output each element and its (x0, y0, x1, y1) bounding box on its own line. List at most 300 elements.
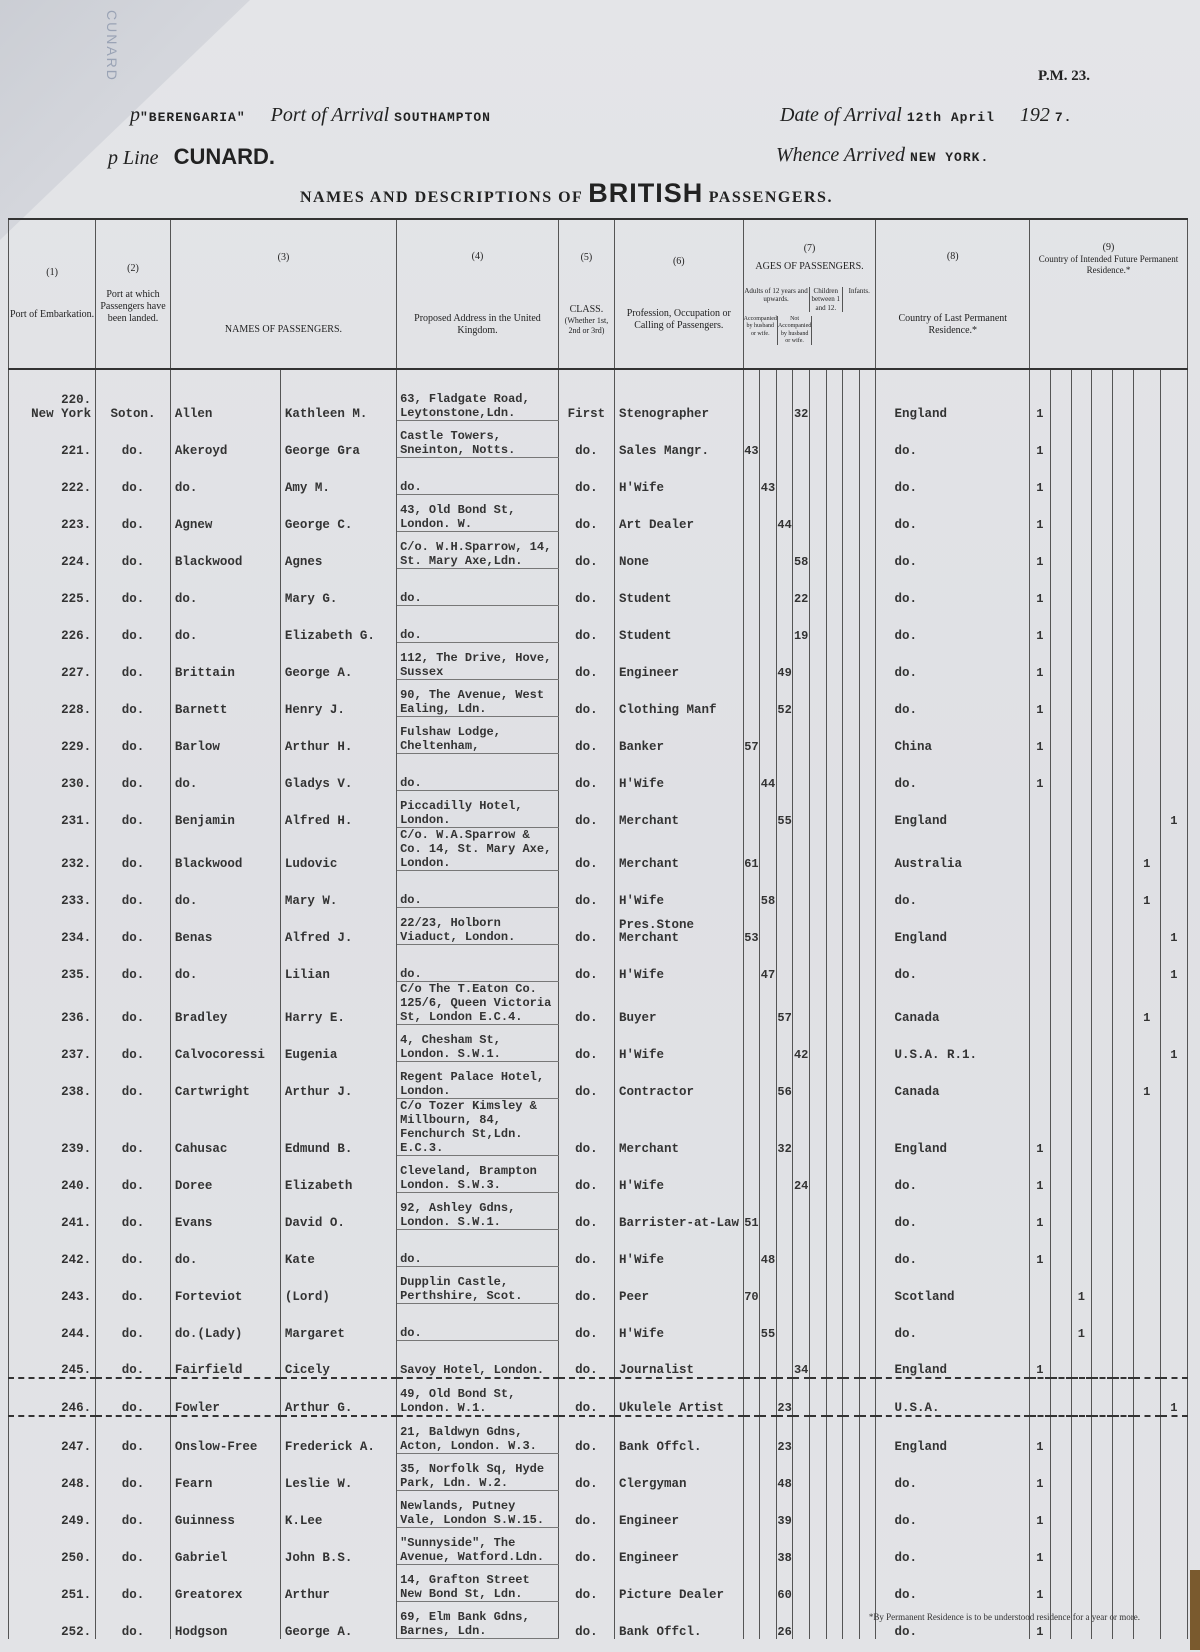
age-cell (843, 1267, 860, 1304)
age-cell (859, 1193, 876, 1230)
dest-cell (1050, 606, 1071, 643)
row-occupation: Clothing Manf (614, 680, 743, 717)
age-cell (826, 1378, 843, 1416)
age-cell (776, 828, 793, 871)
age-cell (826, 1062, 843, 1099)
age-cell (826, 1267, 843, 1304)
row-occupation: Student (614, 569, 743, 606)
dest-cell (1071, 1528, 1092, 1565)
row-age: 49 (776, 643, 793, 680)
row-port-cell (9, 1156, 96, 1193)
row-address: 22/23, Holborn Viaduct, London. (397, 908, 559, 945)
row-address: do. (397, 1304, 559, 1341)
row-occupation: H'Wife (614, 1156, 743, 1193)
row-address: 112, The Drive, Hove, Sussex (397, 643, 559, 680)
row-given-name: Frederick A. (280, 1416, 396, 1454)
row-future-residence: 1 (1030, 1491, 1051, 1528)
row-age: 44 (760, 754, 777, 791)
dest-cell (1133, 1528, 1160, 1565)
row-class: do. (558, 1230, 614, 1267)
row-occupation: Sales Mangr. (614, 421, 743, 458)
age-cell (843, 1156, 860, 1193)
row-class: do. (558, 569, 614, 606)
row-address: 43, Old Bond St, London. W. (397, 495, 559, 532)
age-cell (776, 754, 793, 791)
row-address: Savoy Hotel, London. (397, 1341, 559, 1379)
age-cell (809, 1491, 826, 1528)
age-cell (826, 1454, 843, 1491)
row-future-residence: 1 (1160, 791, 1187, 828)
row-number: 252. (61, 1624, 92, 1639)
row-last-residence: do. (876, 1304, 1030, 1341)
age-cell (826, 1341, 843, 1379)
dest-cell (1160, 1341, 1187, 1379)
table-row (9, 871, 1188, 908)
dest-cell (1050, 1025, 1071, 1062)
row-given-name: Arthur J. (280, 1062, 396, 1099)
row-age: 51 (743, 1193, 760, 1230)
row-landed: do. (96, 754, 171, 791)
dest-cell (1160, 643, 1187, 680)
age-cell (776, 945, 793, 982)
row-given-name: Leslie W. (280, 1454, 396, 1491)
row-age: 56 (776, 1062, 793, 1099)
age-cell (793, 871, 810, 908)
age-cell (843, 1099, 860, 1156)
row-port-cell (9, 1025, 96, 1062)
age-cell (793, 717, 810, 754)
row-surname: Agnew (170, 495, 280, 532)
shipping-line (108, 144, 275, 170)
age-cell (843, 982, 860, 1025)
row-last-residence: England (876, 1341, 1030, 1379)
row-address: C/o Tozer Kimsley & Millbourn, 84, Fenchurch St,Ldn. E.C.3. (397, 1099, 559, 1156)
age-cell (843, 369, 860, 421)
row-landed: do. (96, 1156, 171, 1193)
dest-cell (1050, 1156, 1071, 1193)
row-occupation: Merchant (614, 791, 743, 828)
row-last-residence: do. (876, 458, 1030, 495)
age-cell (793, 680, 810, 717)
age-cell (859, 495, 876, 532)
age-cell (843, 1602, 860, 1639)
age-cell (793, 1565, 810, 1602)
row-future-residence: 1 (1030, 495, 1051, 532)
whence-line (776, 144, 989, 167)
age-cell (776, 1025, 793, 1062)
age-cell (743, 1416, 760, 1454)
row-surname: Benas (170, 908, 280, 945)
dest-cell (1092, 1267, 1113, 1304)
row-address: 14, Grafton Street New Bond St, Ldn. (397, 1565, 559, 1602)
row-address: do. (397, 871, 559, 908)
row-age: 58 (760, 871, 777, 908)
age-cell (743, 495, 760, 532)
age-cell (809, 1156, 826, 1193)
row-class: do. (558, 1528, 614, 1565)
row-age: 57 (743, 717, 760, 754)
row-occupation: Engineer (614, 1491, 743, 1528)
row-occupation: Picture Dealer (614, 1565, 743, 1602)
dest-cell (1133, 532, 1160, 569)
row-port-cell (9, 1099, 96, 1156)
dest-cell (1071, 1193, 1092, 1230)
table-header (9, 219, 1188, 369)
row-age: 61 (743, 828, 760, 871)
row-surname: Hodgson (170, 1602, 280, 1639)
row-surname: Gabriel (170, 1528, 280, 1565)
age-cell (843, 458, 860, 495)
row-future-residence: 1 (1133, 871, 1160, 908)
dest-cell (1071, 1378, 1092, 1416)
row-occupation: Student (614, 606, 743, 643)
dest-cell (1071, 458, 1092, 495)
row-given-name: Arthur G. (280, 1378, 396, 1416)
age-cell (760, 1454, 777, 1491)
row-occupation: H'Wife (614, 1025, 743, 1062)
table-row (9, 495, 1188, 532)
age-cell (843, 791, 860, 828)
line-value: CUNARD. (173, 144, 276, 169)
age-cell (809, 1416, 826, 1454)
whence-value: NEW YORK. (910, 150, 990, 165)
table-row (9, 680, 1188, 717)
dest-cell (1092, 1491, 1113, 1528)
whence-label: Whence Arrived (776, 144, 906, 166)
row-class: do. (558, 1156, 614, 1193)
table-row (9, 1025, 1188, 1062)
age-cell (793, 1378, 810, 1416)
row-address: do. (397, 606, 559, 643)
age-cell (859, 754, 876, 791)
age-cell (793, 1099, 810, 1156)
dest-cell (1092, 1528, 1113, 1565)
row-future-residence: 1 (1133, 1062, 1160, 1099)
row-number: 231. (61, 813, 92, 828)
dest-cell (1113, 1025, 1134, 1062)
dest-cell (1160, 1416, 1187, 1454)
col-landed: (2) Port at which Passengers have been landed. (96, 219, 171, 369)
age-cell (843, 754, 860, 791)
row-surname: Blackwood (170, 828, 280, 871)
dest-cell (1133, 754, 1160, 791)
col-future-residence: (9) Country of Intended Future Permanent Residence.* (1030, 219, 1188, 369)
dest-cell (1092, 1099, 1113, 1156)
row-last-residence: do. (876, 421, 1030, 458)
row-last-residence: do. (876, 1491, 1030, 1528)
row-future-residence: 1 (1160, 908, 1187, 945)
row-class: do. (558, 421, 614, 458)
row-age: 55 (776, 791, 793, 828)
row-number: 222. (61, 480, 92, 495)
row-given-name: Henry J. (280, 680, 396, 717)
row-class: do. (558, 1454, 614, 1491)
age-cell (859, 1454, 876, 1491)
row-future-residence: 1 (1030, 717, 1051, 754)
dest-cell (1113, 1156, 1134, 1193)
row-class: do. (558, 606, 614, 643)
dest-cell (1133, 421, 1160, 458)
row-occupation: Merchant (614, 828, 743, 871)
dest-cell (1050, 458, 1071, 495)
age-cell (826, 569, 843, 606)
age-cell (760, 680, 777, 717)
age-cell (743, 369, 760, 421)
row-surname: Benjamin (170, 791, 280, 828)
dest-cell (1113, 495, 1134, 532)
age-cell (760, 1491, 777, 1528)
age-cell (743, 458, 760, 495)
dest-cell (1160, 1062, 1187, 1099)
age-cell (760, 1416, 777, 1454)
row-last-residence: England (876, 791, 1030, 828)
row-occupation: Engineer (614, 643, 743, 680)
dest-cell (1092, 1304, 1113, 1341)
age-cell (843, 871, 860, 908)
dest-cell (1050, 754, 1071, 791)
row-surname: Greatorex (170, 1565, 280, 1602)
row-occupation: H'Wife (614, 458, 743, 495)
row-last-residence: U.S.A. R.1. (876, 1025, 1030, 1062)
row-surname: Doree (170, 1156, 280, 1193)
dest-cell (1133, 1156, 1160, 1193)
row-age: 53 (743, 908, 760, 945)
dest-cell (1113, 871, 1134, 908)
dest-cell (1113, 606, 1134, 643)
age-cell (826, 680, 843, 717)
row-future-residence: 1 (1030, 606, 1051, 643)
age-cell (859, 532, 876, 569)
age-cell (826, 1528, 843, 1565)
row-future-residence: 1 (1030, 458, 1051, 495)
dest-cell (1030, 1304, 1051, 1341)
row-number: 247. (61, 1439, 92, 1454)
row-age: 23 (776, 1416, 793, 1454)
row-landed: do. (96, 1193, 171, 1230)
dest-cell (1092, 828, 1113, 871)
dest-cell (1160, 1267, 1187, 1304)
dest-cell (1071, 1062, 1092, 1099)
row-landed: do. (96, 421, 171, 458)
age-cell (843, 1454, 860, 1491)
dest-cell (1092, 754, 1113, 791)
dest-cell (1113, 1193, 1134, 1230)
dest-cell (1092, 908, 1113, 945)
age-cell (760, 1099, 777, 1156)
row-last-residence: Australia (876, 828, 1030, 871)
row-age: 47 (760, 945, 777, 982)
row-number: 248. (61, 1476, 92, 1491)
age-cell (760, 532, 777, 569)
age-cell (859, 606, 876, 643)
age-cell (793, 1267, 810, 1304)
row-occupation: Banker (614, 717, 743, 754)
dest-cell (1050, 945, 1071, 982)
dest-cell (1050, 1454, 1071, 1491)
dest-cell (1160, 1602, 1187, 1639)
age-cell (743, 1491, 760, 1528)
dest-cell (1133, 606, 1160, 643)
age-cell (760, 1602, 777, 1639)
row-given-name: John B.S. (280, 1528, 396, 1565)
dest-cell (1160, 1491, 1187, 1528)
row-class: do. (558, 982, 614, 1025)
dest-cell (1133, 1378, 1160, 1416)
dest-cell (1030, 1025, 1051, 1062)
row-number: 244. (61, 1326, 92, 1341)
dest-cell (1071, 532, 1092, 569)
row-landed: do. (96, 982, 171, 1025)
row-last-residence: do. (876, 680, 1030, 717)
dest-cell (1113, 1099, 1134, 1156)
row-surname: Calvocoressi (170, 1025, 280, 1062)
dest-cell (1071, 1025, 1092, 1062)
age-cell (793, 1491, 810, 1528)
dest-cell (1030, 871, 1051, 908)
dest-cell (1050, 1193, 1071, 1230)
dest-cell (1092, 1025, 1113, 1062)
row-future-residence: 1 (1071, 1304, 1092, 1341)
row-surname: Fairfield (170, 1341, 280, 1379)
row-age: 43 (760, 458, 777, 495)
row-last-residence: do. (876, 754, 1030, 791)
age-cell (809, 871, 826, 908)
age-cell (859, 1491, 876, 1528)
age-cell (826, 945, 843, 982)
dest-cell (1160, 1193, 1187, 1230)
dest-cell (1113, 908, 1134, 945)
dest-cell (1071, 495, 1092, 532)
dest-cell (1050, 421, 1071, 458)
dest-cell (1050, 717, 1071, 754)
row-address: 35, Norfolk Sq, Hyde Park, Ldn. W.2. (397, 1454, 559, 1491)
row-class: do. (558, 495, 614, 532)
row-occupation: Contractor (614, 1062, 743, 1099)
row-surname: do.(Lady) (170, 1304, 280, 1341)
row-occupation: H'Wife (614, 1230, 743, 1267)
row-number: 223. (61, 517, 92, 532)
age-cell (743, 1099, 760, 1156)
row-future-residence: 1 (1030, 421, 1051, 458)
age-cell (809, 1062, 826, 1099)
age-cell (793, 1602, 810, 1639)
age-cell (859, 1304, 876, 1341)
age-cell (776, 1230, 793, 1267)
row-future-residence: 1 (1160, 1378, 1187, 1416)
age-cell (760, 1062, 777, 1099)
row-port-cell (9, 945, 96, 982)
row-port-cell (9, 680, 96, 717)
row-given-name: George C. (280, 495, 396, 532)
age-cell (843, 606, 860, 643)
row-occupation: H'Wife (614, 754, 743, 791)
age-cell (843, 1341, 860, 1379)
row-address: Fulshaw Lodge, Cheltenham, (397, 717, 559, 754)
row-given-name: Eugenia (280, 1025, 396, 1062)
row-port-cell (9, 982, 96, 1025)
dest-cell (1133, 945, 1160, 982)
row-given-name: Kathleen M. (280, 369, 396, 421)
table-row (9, 421, 1188, 458)
dest-cell (1160, 532, 1187, 569)
row-last-residence: do. (876, 1230, 1030, 1267)
age-cell (826, 643, 843, 680)
row-port-cell (9, 1378, 96, 1416)
table-row (9, 606, 1188, 643)
row-given-name: Ludovic (280, 828, 396, 871)
row-landed: do. (96, 717, 171, 754)
age-cell (809, 532, 826, 569)
dest-cell (1071, 828, 1092, 871)
dest-cell (1050, 1491, 1071, 1528)
dest-cell (1071, 1341, 1092, 1379)
row-number: 235. (61, 967, 92, 982)
dest-cell (1050, 680, 1071, 717)
dest-cell (1133, 1230, 1160, 1267)
dest-cell (1160, 1230, 1187, 1267)
row-occupation: Barrister-at-Law (614, 1193, 743, 1230)
dest-cell (1092, 532, 1113, 569)
row-given-name: David O. (280, 1193, 396, 1230)
age-cell (809, 791, 826, 828)
dest-cell (1133, 643, 1160, 680)
row-class: do. (558, 791, 614, 828)
dest-cell (1050, 791, 1071, 828)
row-number: 230. (61, 776, 92, 791)
row-address: C/o. W.A.Sparrow & Co. 14, St. Mary Axe, London. (397, 828, 559, 871)
row-last-residence: do. (876, 1156, 1030, 1193)
row-number: 220. (61, 392, 92, 407)
row-number: 234. (61, 930, 92, 945)
row-number: 245. (61, 1363, 92, 1377)
row-given-name: Agnes (280, 532, 396, 569)
row-age: 48 (776, 1454, 793, 1491)
dest-cell (1133, 458, 1160, 495)
row-last-residence: Canada (876, 1062, 1030, 1099)
row-port-cell (9, 369, 96, 421)
row-future-residence: 1 (1160, 1025, 1187, 1062)
row-address: "Sunnyside", The Avenue, Watford.Ldn. (397, 1528, 559, 1565)
age-cell (793, 1193, 810, 1230)
row-landed: do. (96, 1416, 171, 1454)
dest-cell (1071, 1565, 1092, 1602)
age-cell (776, 532, 793, 569)
row-surname: do. (170, 1230, 280, 1267)
age-cell (826, 1304, 843, 1341)
dest-cell (1113, 1304, 1134, 1341)
row-port-cell (9, 754, 96, 791)
row-occupation: Clergyman (614, 1454, 743, 1491)
age-cell (776, 606, 793, 643)
row-occupation: Buyer (614, 982, 743, 1025)
table-row (9, 1341, 1188, 1379)
row-occupation: Art Dealer (614, 495, 743, 532)
dest-cell (1160, 421, 1187, 458)
age-cell (776, 1193, 793, 1230)
age-cell (776, 1156, 793, 1193)
row-age: 19 (793, 606, 810, 643)
age-cell (776, 1304, 793, 1341)
dest-cell (1113, 1378, 1134, 1416)
dest-cell (1030, 1062, 1051, 1099)
row-landed: do. (96, 1378, 171, 1416)
row-landed: do. (96, 606, 171, 643)
row-surname: do. (170, 606, 280, 643)
table-row (9, 532, 1188, 569)
row-future-residence: 1 (1030, 1565, 1051, 1602)
dest-cell (1071, 717, 1092, 754)
row-given-name: Amy M. (280, 458, 396, 495)
